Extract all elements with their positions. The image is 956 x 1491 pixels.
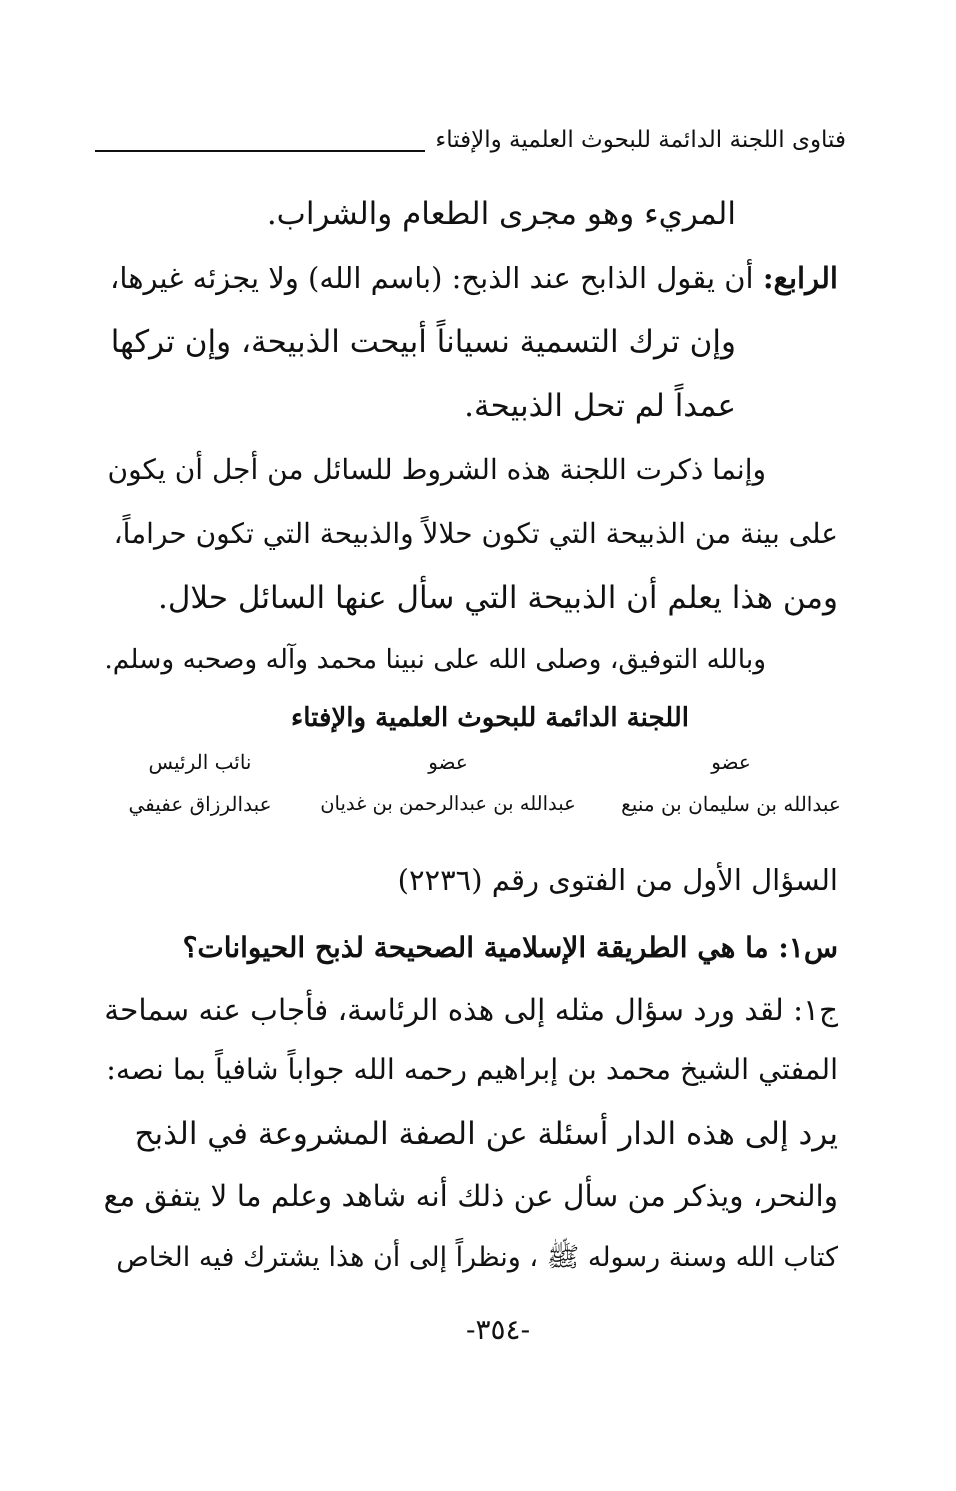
answer-line: والنحر، ويذكر من سأل عن ذلك أنه شاهد وعلم ما لا يتفق مع: [103, 1179, 838, 1213]
answer-line: يرد إلى هذه الدار أسئلة عن الصفة المشروعة في الذبح: [134, 1116, 838, 1152]
page-number: -٣٥٤-: [465, 1313, 531, 1346]
text-line: المريء وهو مجرى الطعام والشراب.: [266, 196, 736, 232]
paragraph-lead: الرابع:: [762, 261, 838, 295]
role-vice-president: نائب الرئيس: [148, 750, 252, 774]
text-line: [105, 256, 838, 300]
text-line: وبالله التوفيق، وصلى الله على نبينا محمد وآله وصحبه وسلم.: [104, 644, 766, 675]
member-name: عبدالله بن سليمان بن منيع: [621, 792, 841, 816]
member-name: عبدالله بن عبدالرحمن بن غديان: [320, 792, 576, 815]
header-rule: [95, 150, 425, 152]
text-line: عمداً لم تحل الذبيحة.: [464, 388, 736, 424]
signature-roles: [120, 748, 846, 776]
committee-title: اللجنة الدائمة للبحوث العلمية والإفتاء: [291, 703, 689, 733]
text-line: على بينة من الذبيحة التي تكون حلالاً والذبيحة التي تكون حراماً،: [113, 517, 838, 550]
answer-line: المفتي الشيخ محمد بن إبراهيم رحمه الله جواباً شافياً بما نصه:: [106, 1053, 838, 1086]
text-line: وإن ترك التسمية نسياناً أبيحت الذبيحة، وإن تركها: [110, 324, 736, 360]
text-line: ومن هذا يعلم أن الذبيحة التي سأل عنها السائل حلال.: [158, 580, 838, 616]
question-line: س١: ما هي الطريقة الإسلامية الصحيحة لذبح الحيوانات؟: [182, 931, 838, 964]
role-member: عضو: [428, 750, 468, 774]
role-member: عضو: [711, 750, 751, 774]
answer-line: ج١: لقد ورد سؤال مثله إلى هذه الرئاسة، فأجاب عنه سماحة: [104, 993, 838, 1027]
book-title: فتاوى اللجنة الدائمة للبحوث العلمية والإفتاء: [435, 127, 846, 153]
answer-line: كتاب الله وسنة رسوله ﷺ ، ونظراً إلى أن هذا يشترك فيه الخاص: [116, 1242, 838, 1273]
text-line: وإنما ذكرت اللجنة هذه الشروط للسائل من أجل أن يكون: [107, 453, 766, 486]
signature-names: [120, 790, 846, 818]
running-header: [95, 118, 846, 158]
fatwa-heading: السؤال الأول من الفتوى رقم (٢٢٣٦): [397, 863, 838, 897]
text-line-body: أن يقول الذابح عند الذبح: (باسم الله) ولا يجزئه غيرها،: [110, 261, 763, 295]
member-name: عبدالرزاق عفيفي: [128, 792, 272, 816]
